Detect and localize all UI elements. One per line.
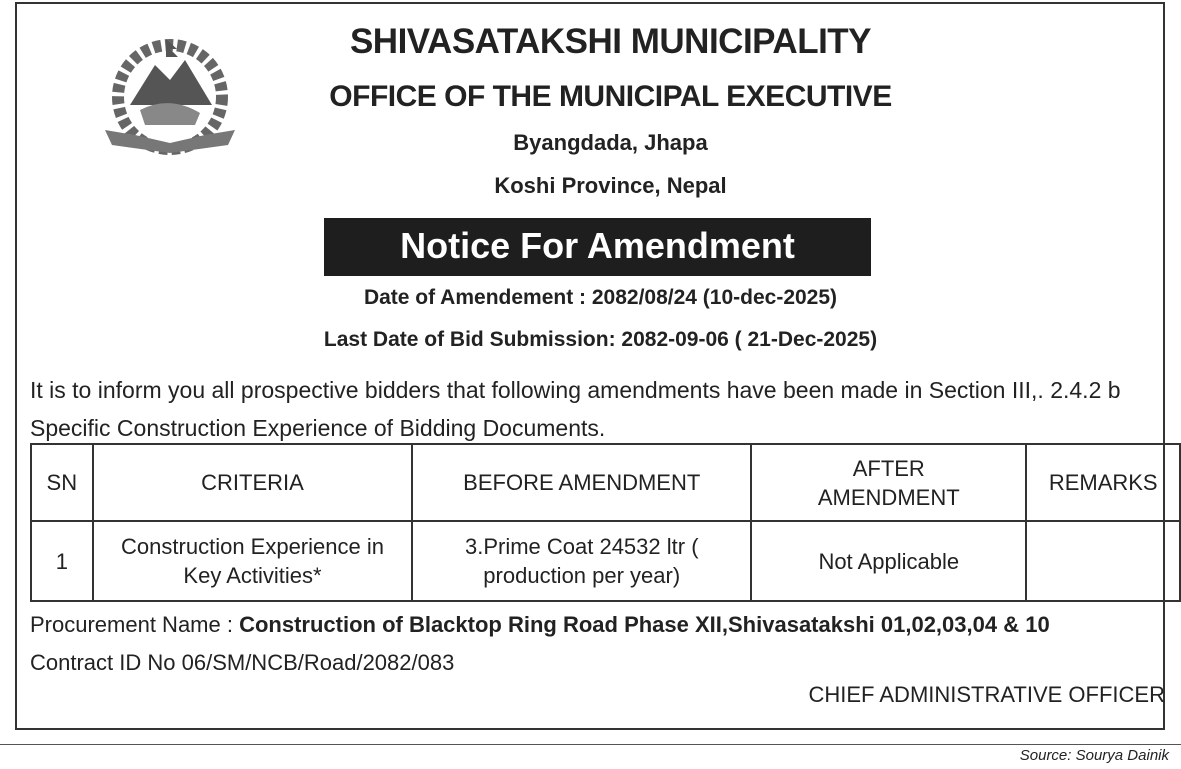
procurement-value: Construction of Blacktop Ring Road Phase XII,Shivasatakshi 01,02,03,04 & 10 bbox=[239, 612, 1050, 637]
signatory: CHIEF ADMINISTRATIVE OFFICER bbox=[808, 682, 1165, 707]
table-row bbox=[31, 521, 1180, 601]
address-line-2: Koshi Province, Nepal bbox=[494, 173, 727, 198]
table-header-row bbox=[31, 444, 1180, 521]
cell-before: 3.Prime Coat 24532 ltr ( production per year) bbox=[412, 521, 751, 601]
notice-title: Notice For Amendment bbox=[324, 218, 871, 276]
procurement-label: Procurement Name : bbox=[30, 612, 240, 637]
cell-after: Not Applicable bbox=[751, 521, 1026, 601]
header-remarks: REMARKS bbox=[1026, 444, 1180, 521]
cell-remarks bbox=[1026, 521, 1180, 601]
municipality-title: SHIVASATAKSHI MUNICIPALITY bbox=[349, 22, 872, 61]
date-of-amendment: Date of Amendement : 2082/08/24 (10-dec-2025) bbox=[363, 286, 838, 309]
notice-body: It is to inform you all prospective bidders that following amendments have been made in Section III,. 2.4.2 b Specific Construction Experience of Bidding Documents. bbox=[30, 377, 1121, 441]
address-line-1: Byangdada, Jhapa bbox=[513, 130, 708, 155]
header-before: BEFORE AMENDMENT bbox=[412, 444, 751, 521]
contract-id: Contract ID No 06/SM/NCB/Road/2082/083 bbox=[30, 650, 455, 675]
office-title: OFFICE OF THE MUNICIPAL EXECUTIVE bbox=[329, 80, 892, 113]
cell-criteria: Construction Experience in Key Activities* bbox=[93, 521, 413, 601]
amendment-table bbox=[30, 443, 1181, 602]
procurement-name bbox=[30, 612, 1050, 638]
cell-sn: 1 bbox=[31, 521, 93, 601]
last-bid-date: Last Date of Bid Submission: 2082-09-06 ( 21-Dec-2025) bbox=[323, 328, 878, 351]
header-after: AFTER AMENDMENT bbox=[751, 444, 1026, 521]
divider bbox=[0, 744, 1181, 745]
header-sn: SN bbox=[31, 444, 93, 521]
source-credit: Source: Sourya Dainik bbox=[1019, 747, 1169, 764]
header-criteria: CRITERIA bbox=[93, 444, 413, 521]
